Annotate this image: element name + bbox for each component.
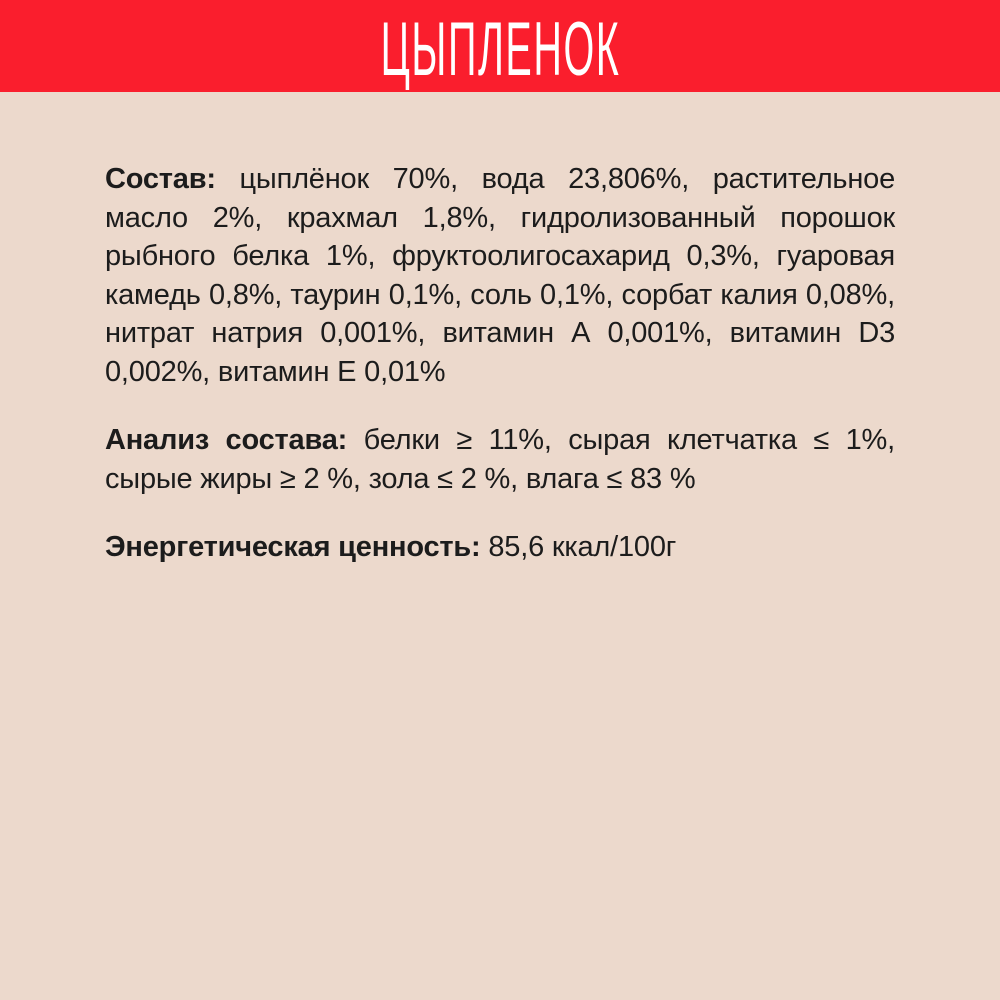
analysis-label: Анализ состава: (105, 424, 348, 456)
composition-label: Состав: (105, 163, 216, 195)
composition-paragraph (105, 160, 895, 391)
composition-text: цыплёнок 70%, вода 23,806%, растительное масло 2%, крахмал 1,8%, гидролизованный порошок рыбного белка 1%, фруктоолигосахарид 0,3%, гуаровая камедь 0,8%, таурин 0,1%, соль 0,1%, сорбат калия 0,08%, нитрат натрия 0,001%, витамин А 0,001%, витамин D3 0,002%, витамин Е 0,01% (105, 163, 895, 388)
energy-label: Энергетическая ценность: (105, 531, 481, 563)
energy-text: 85,6 ккал/100г (488, 531, 677, 563)
product-info (0, 92, 1000, 567)
analysis-paragraph (105, 421, 895, 498)
energy-paragraph (105, 528, 895, 567)
flavor-title: ЦЫПЛЕНОК (380, 7, 620, 92)
analysis-text: белки ≥ 11%, сырая клетчатка ≤ 1%, сырые жиры ≥ 2 %, зола ≤ 2 %, влага ≤ 83 % (105, 424, 896, 495)
flavor-banner (0, 0, 1000, 92)
